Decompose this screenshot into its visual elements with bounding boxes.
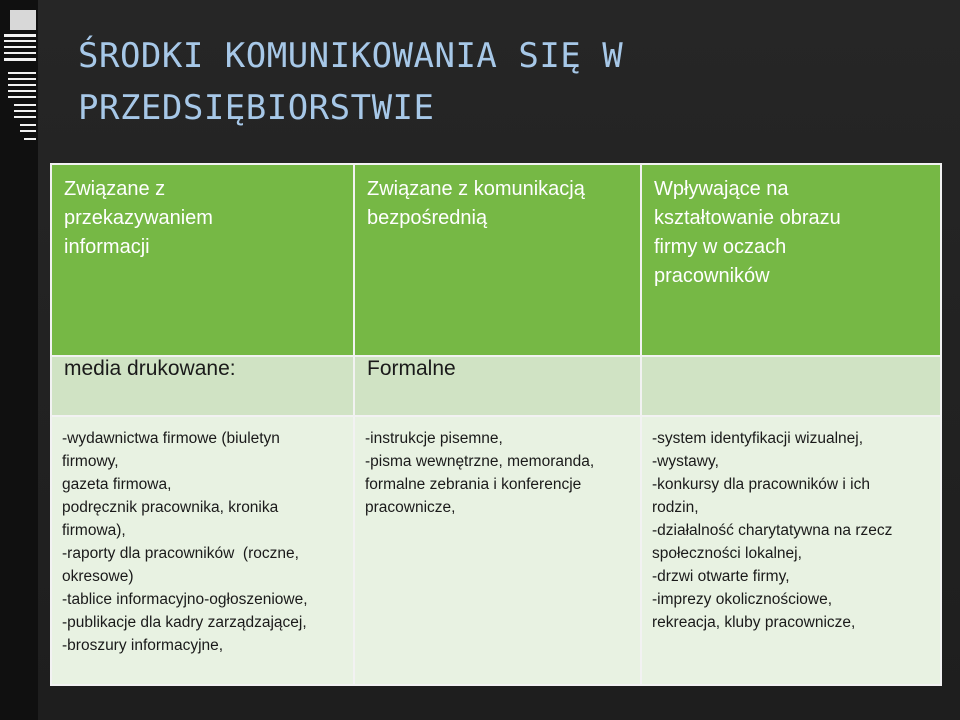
list-item: -pisma wewnętrzne, memoranda,	[365, 453, 595, 470]
list-item: rodzin,	[652, 499, 699, 516]
list-item: -drzwi otwarte firmy,	[652, 568, 790, 585]
list-item: -działalność charytatywna na rzecz	[652, 522, 893, 539]
list-item: -wystawy,	[652, 453, 719, 470]
list-item: -raporty dla pracowników (roczne,	[62, 545, 299, 562]
subheader-cell-empty	[641, 356, 941, 416]
list-item: formalne zebrania i konferencje	[365, 476, 582, 493]
list-item: pracownicze,	[365, 499, 456, 516]
list-item: -system identyfikacji wizualnej,	[652, 430, 864, 447]
list-item: -instrukcje pisemne,	[365, 430, 503, 447]
list-item: podręcznik pracownika, kronika	[62, 499, 279, 516]
list-item: -tablice informacyjno-ogłoszeniowe,	[62, 591, 308, 608]
list-item: społeczności lokalnej,	[652, 545, 802, 562]
header-cell-image: Wpływające na kształtowanie obrazu firmy w oczach pracowników	[641, 164, 941, 356]
header-cell-information: Związane z przekazywaniem informacji	[51, 164, 354, 356]
header-row	[51, 164, 941, 356]
list-item: -publikacje dla kadry zarządzającej,	[62, 614, 307, 631]
body-cell-print-media	[51, 416, 354, 685]
list-item: -broszury informacyjne,	[62, 637, 224, 654]
body-cell-formal	[354, 416, 641, 685]
list-item: firmowy,	[62, 453, 119, 470]
body-cell-image	[641, 416, 941, 685]
subheader-cell-formal: Formalne	[354, 356, 641, 416]
body-row	[51, 416, 941, 685]
list-item: -imprezy okolicznościowe,	[652, 591, 833, 608]
list-item: -wydawnictwa firmowe (biuletyn	[62, 430, 280, 447]
list-item: -konkursy dla pracowników i ich	[652, 476, 870, 493]
list-item: firmowa),	[62, 522, 126, 539]
subheader-row	[51, 356, 941, 416]
title-line-2: PRZEDSIĘBIORSTWIE	[78, 88, 435, 128]
list-item: gazeta firmowa,	[62, 476, 172, 493]
title-line-1: ŚRODKI KOMUNIKOWANIA SIĘ W	[78, 36, 624, 76]
list-item: rekreacja, kluby pracownicze,	[652, 614, 856, 631]
communication-table	[50, 163, 942, 686]
header-cell-direct: Związane z komunikacją bezpośrednią	[354, 164, 641, 356]
page-title	[78, 30, 838, 134]
decorative-bars	[0, 0, 38, 720]
subheader-cell-print-media: media drukowane:	[51, 356, 354, 416]
list-item: okresowe)	[62, 568, 134, 585]
